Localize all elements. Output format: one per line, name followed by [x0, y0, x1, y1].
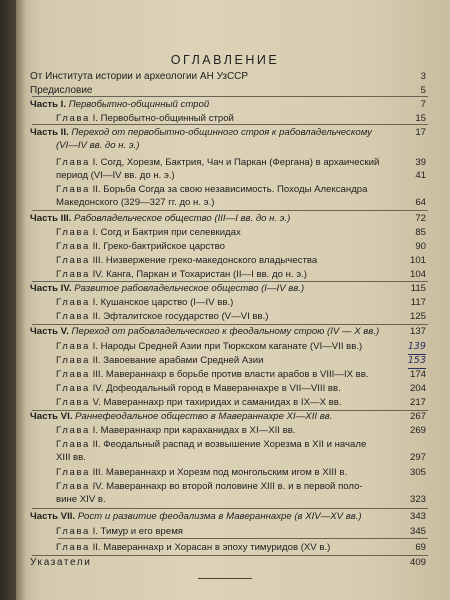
- toc-chapter: [0, 340, 450, 354]
- entry-page: 305: [409, 467, 426, 478]
- chapter-title: I. Согд и Бактрия при селевкидах: [92, 227, 241, 238]
- chapter-label: Глава: [56, 481, 90, 492]
- chapter-label: Глава: [56, 425, 90, 436]
- chapter-title: I. Народы Средней Азии при Тюркском каганате (VI—VII вв.): [92, 341, 363, 352]
- chapter-label: Глава: [56, 341, 90, 352]
- continuation-text: (VI—IV вв. до н. э.): [56, 140, 140, 151]
- continuation-text: вине XIV в.: [56, 494, 106, 505]
- toc-entry-indexes: [0, 556, 450, 570]
- toc-chapter: [0, 382, 450, 396]
- entry-page: 269: [409, 425, 426, 436]
- toc-chapter: [0, 424, 450, 438]
- chapter-title: II. Феодальный распад и возвышение Хорезма в XII и начале: [92, 439, 367, 450]
- toc-continuation: [0, 196, 450, 210]
- part-title: Рабовладельческое общество (III—I вв. до н. э.): [74, 213, 291, 224]
- chapter-label: Глава: [56, 184, 90, 195]
- entry-page: 72: [415, 213, 426, 224]
- part-title: Развитое рабовладельческое общество (I—IV вв.): [74, 283, 305, 294]
- chapter-title: I. Согд, Хорезм, Бактрия, Чач и Паркан (Фергана) в архаический: [92, 157, 380, 168]
- chapter-label: Глава: [56, 439, 90, 450]
- chapter-label: Глава: [56, 227, 90, 238]
- entry-page: 204: [409, 383, 426, 394]
- continuation-text: период (VI—IV вв. до н. э.): [56, 170, 175, 181]
- chapter-title: IV. Канга, Паркан и Тохаристан (II—I вв. до н. э.): [92, 269, 307, 280]
- chapter-label: Глава: [56, 311, 90, 322]
- part-title: Переход от первобытно-общинного строя к рабовладельческому: [71, 127, 372, 138]
- entry-text: От Института истории и археологии АН УзССР: [30, 71, 249, 82]
- toc-chapter: [0, 525, 450, 539]
- chapter-label: Глава: [56, 269, 90, 280]
- chapter-label: Глава: [56, 383, 90, 394]
- entry-page: 345: [409, 526, 426, 537]
- chapter-title: II. Эфталитское государство (V—VI вв.): [92, 311, 269, 322]
- toc-chapter: [0, 438, 450, 452]
- continuation-text: Македонского (329—327 гг. до н. э.): [56, 197, 215, 208]
- toc-part: [0, 126, 450, 140]
- toc-chapter: [0, 240, 450, 254]
- chapter-title: III. Мавераннахр в борьбе против власти арабов в VIII—IX вв.: [92, 369, 369, 380]
- chapter-label: Глава: [56, 157, 90, 168]
- toc-part: [0, 282, 450, 296]
- chapter-title: I. Первобытно-общинный строй: [92, 113, 234, 124]
- toc-part: [0, 410, 450, 424]
- entry-page: 17: [415, 127, 426, 138]
- entry-page: 125: [409, 311, 426, 322]
- part-number: Часть I.: [30, 99, 67, 110]
- entry-page: 3: [420, 71, 426, 82]
- entry-page: 409: [409, 557, 426, 568]
- entry-page: 104: [409, 269, 426, 280]
- part-title: Переход от рабовладельческого к феодальному строю (IV — X вв.): [71, 326, 380, 337]
- entry-page: 64: [415, 197, 426, 208]
- chapter-label: Глава: [56, 241, 90, 252]
- part-number: Часть V.: [30, 326, 69, 337]
- chapter-title: II. Греко-бактрийское царство: [92, 241, 225, 252]
- divider: [32, 124, 428, 125]
- toc-chapter: [0, 466, 450, 480]
- entry-page: 15: [415, 113, 426, 124]
- entry-page: 323: [409, 494, 426, 505]
- toc-part: [0, 325, 450, 339]
- chapter-label: Глава: [56, 255, 90, 266]
- chapter-title: IV. Мавераннахр во второй половине XIII в. и в первой поло-: [92, 481, 363, 492]
- chapter-title: IV. Дофеодальный город в Мавераннахре в VII—VIII вв.: [92, 383, 341, 394]
- toc-continuation: [0, 169, 450, 183]
- toc-chapter: [0, 268, 450, 282]
- continuation-text: XIII вв.: [56, 452, 86, 463]
- toc-chapter: [0, 296, 450, 310]
- entry-page: 297: [409, 452, 426, 463]
- chapter-title: II. Мавераннахр и Хорасан в эпоху тимуридов (XV в.): [92, 542, 331, 553]
- toc-part: [0, 212, 450, 226]
- toc-entry-institute: [0, 70, 450, 84]
- toc-chapter: [0, 396, 450, 410]
- chapter-title: I. Тимур и его время: [92, 526, 183, 537]
- toc-continuation: [0, 139, 450, 153]
- chapter-title: II. Борьба Согда за свою независимость. Походы Александра: [92, 184, 368, 195]
- chapter-title: II. Завоевание арабами Средней Азии: [92, 355, 264, 366]
- part-number: Часть VI.: [30, 411, 73, 422]
- part-title: Раннефеодальное общество в Мавераннахре XI—XII вв.: [75, 411, 333, 422]
- divider: [32, 96, 428, 97]
- chapter-label: Глава: [56, 467, 90, 478]
- divider: [58, 538, 428, 539]
- toc-chapter: [0, 480, 450, 494]
- entry-text: Указатели: [30, 557, 92, 568]
- entry-page: 267: [409, 411, 426, 422]
- part-number: Часть II.: [30, 127, 69, 138]
- chapter-label: Глава: [56, 113, 90, 124]
- divider: [32, 210, 428, 211]
- chapter-label: Глава: [56, 355, 90, 366]
- bottom-ornament-line: [198, 578, 252, 579]
- entry-page: 153: [408, 354, 426, 369]
- toc-chapter: [0, 254, 450, 268]
- part-title: Рост и развитие феодализма в Мавераннахре (в XIV—XV вв.): [77, 511, 362, 522]
- toc-chapter: [0, 226, 450, 240]
- entry-page: 85: [415, 227, 426, 238]
- entry-page: 39: [415, 157, 426, 168]
- chapter-label: Глава: [56, 369, 90, 380]
- chapter-title: III. Низвержение греко-македонского владычества: [92, 255, 318, 266]
- entry-page: 139: [408, 340, 426, 355]
- entry-page: 117: [410, 297, 426, 308]
- entry-page: 137: [409, 326, 426, 337]
- toc-continuation: [0, 451, 450, 465]
- entry-page: 101: [409, 255, 426, 266]
- page-title: ОГЛАВЛЕНИЕ: [170, 53, 280, 67]
- toc-chapter: [0, 183, 450, 197]
- chapter-label: Глава: [56, 542, 90, 553]
- entry-page: 343: [409, 511, 426, 522]
- chapter-label: Глава: [56, 526, 90, 537]
- toc-part: [0, 510, 450, 524]
- entry-page: 69: [415, 542, 426, 553]
- entry-page: 90: [415, 241, 426, 252]
- entry-page: 7: [420, 99, 426, 110]
- chapter-title: V. Мавераннахр при тахиридах и саманидах в IX—X вв.: [92, 397, 342, 408]
- part-number: Часть III.: [30, 213, 72, 224]
- entry-page: 174: [409, 369, 426, 380]
- toc-part: [0, 98, 450, 112]
- entry-page: 217: [409, 397, 426, 408]
- chapter-label: Глава: [56, 297, 90, 308]
- chapter-title: I. Мавераннахр при караханидах в XI—XII вв.: [92, 425, 296, 436]
- divider: [32, 508, 428, 509]
- entry-text: Предисловие: [30, 85, 93, 96]
- part-number: Часть IV.: [30, 283, 72, 294]
- toc-chapter: [0, 156, 450, 170]
- chapter-label: Глава: [56, 397, 90, 408]
- entry-page: 5: [420, 85, 426, 96]
- toc-chapter: [0, 310, 450, 324]
- part-number: Часть VII.: [30, 511, 76, 522]
- chapter-title: III. Мавераннахр и Хорезм под монгольским игом в XIII в.: [92, 467, 348, 478]
- part-title: Первобытно-общинный строй: [68, 99, 210, 110]
- toc-chapter: [0, 354, 450, 368]
- entry-page: 115: [410, 283, 426, 294]
- chapter-title: I. Кушанское царство (I—IV вв.): [92, 297, 234, 308]
- toc-continuation: [0, 493, 450, 507]
- entry-page: 41: [415, 170, 426, 181]
- toc-chapter: [0, 368, 450, 382]
- toc-chapter: [0, 541, 450, 555]
